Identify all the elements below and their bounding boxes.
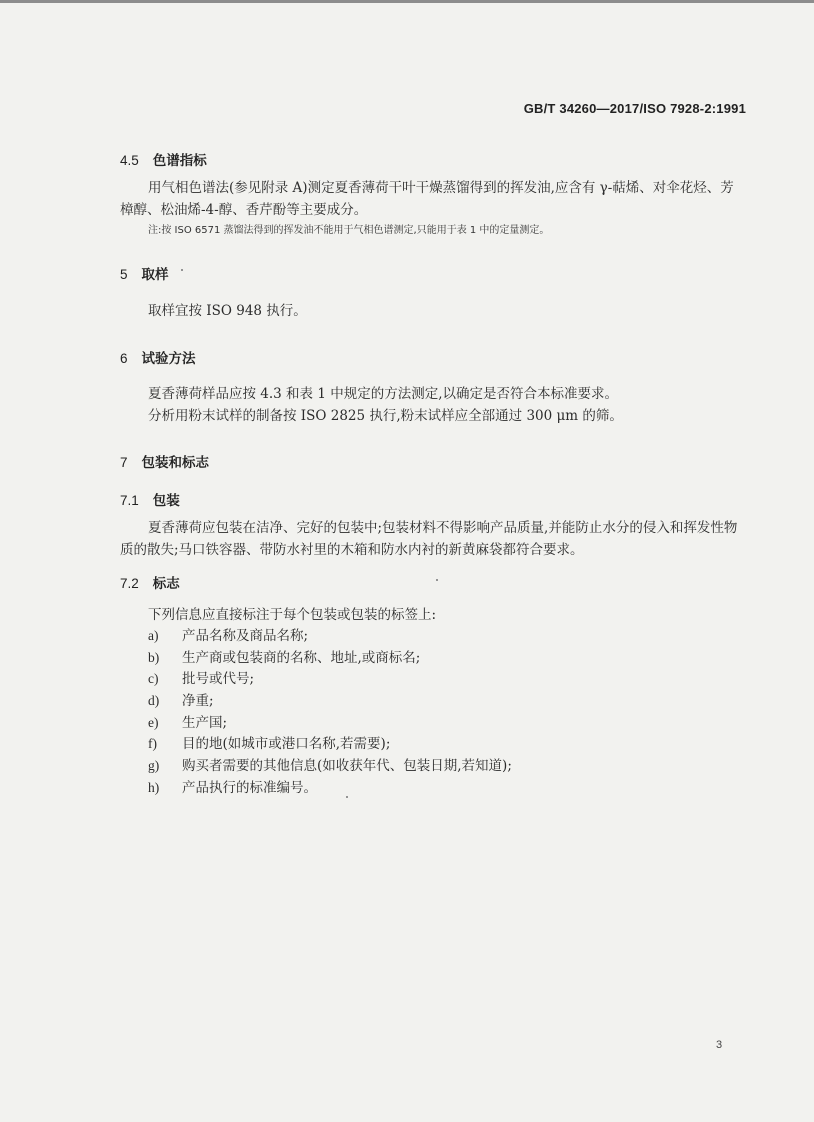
section-number: 7.2 <box>120 576 139 591</box>
section-number: 7 <box>120 455 128 470</box>
packing-paragraph: 夏香薄荷应包装在洁净、完好的包装中;包装材料不得影响产品质量,并能防止水分的侵入和挥发性物质的散失;马口铁容器、带防水衬里的木箱和防水内衬的新黄麻袋都符合要求。 <box>120 520 738 558</box>
chromatography-note: 注:按 ISO 6571 蒸馏法得到的挥发油不能用于气相色谱测定,只能用于表 1 中的定量测定。 <box>148 225 550 236</box>
list-item <box>120 733 512 755</box>
list-text: 目的地(如城市或港口名称,若需要); <box>182 736 391 753</box>
list-marker: d) <box>148 693 160 709</box>
section-title: 试验方法 <box>141 351 196 367</box>
test-method-paragraph-2: 分析用粉末试样的制备按 ISO 2825 执行,粉末试样应全部通过 300 μm 的筛。 <box>148 408 623 424</box>
section-4-5-heading <box>120 149 207 169</box>
list-marker: a) <box>148 628 159 643</box>
section-5-heading <box>120 263 169 283</box>
list-text: 生产商或包装商的名称、地址,或商标名; <box>182 649 421 666</box>
section-title: 标志 <box>152 576 180 592</box>
section-title: 取样 <box>141 267 169 283</box>
scan-top-edge <box>0 0 814 3</box>
test-method-paragraph-1: 夏香薄荷样品应按 4.3 和表 1 中规定的方法测定,以确定是否符合本标准要求。 <box>148 386 619 402</box>
section-7-heading <box>120 451 209 471</box>
section-7-2-heading <box>120 572 180 592</box>
scan-speck <box>181 269 183 271</box>
list-text: 产品执行的标准编号。 <box>182 779 317 796</box>
section-title: 色谱指标 <box>152 153 207 169</box>
standard-code: GB/T 34260—2017/ISO 7928-2:1991 <box>523 101 746 116</box>
section-number: 5 <box>120 267 128 282</box>
list-marker: f) <box>148 736 157 752</box>
marking-list <box>120 625 512 799</box>
list-item <box>120 712 512 734</box>
list-item <box>120 668 512 690</box>
list-text: 购买者需要的其他信息(如收获年代、包装日期,若知道); <box>182 758 512 775</box>
section-7-1-heading <box>120 489 180 509</box>
scan-speck <box>346 796 348 798</box>
section-6-heading <box>120 347 196 367</box>
section-title: 包装 <box>152 493 180 509</box>
list-text: 批号或代号; <box>182 671 255 688</box>
list-marker: e) <box>148 714 159 730</box>
section-title: 包装和标志 <box>141 455 210 471</box>
list-item <box>120 755 512 777</box>
list-text: 生产国; <box>182 714 228 731</box>
page-number: 3 <box>716 1039 723 1051</box>
list-item <box>120 777 512 799</box>
list-item <box>120 625 512 647</box>
chromatography-paragraph: 用气相色谱法(参见附录 A)测定夏香薄荷干叶干燥蒸馏得到的挥发油,应含有 γ-萜烯、对伞花烃、芳樟醇、松油烯-4-醇、香芹酚等主要成分。 <box>120 180 734 218</box>
list-marker: c) <box>148 671 159 687</box>
marking-intro: 下列信息应直接标注于每个包装或包装的标签上: <box>148 607 437 623</box>
list-item <box>120 690 512 712</box>
list-marker: b) <box>148 649 160 665</box>
list-text: 净重; <box>182 693 214 710</box>
scan-speck <box>436 579 438 581</box>
section-number: 4.5 <box>120 153 139 168</box>
sampling-paragraph: 取样宜按 ISO 948 执行。 <box>148 303 307 319</box>
section-number: 6 <box>120 351 128 366</box>
list-marker: h) <box>148 779 160 795</box>
list-text: 产品名称及商品名称; <box>182 628 309 644</box>
list-marker: g) <box>148 758 160 774</box>
list-item <box>120 647 512 669</box>
section-number: 7.1 <box>120 493 139 508</box>
